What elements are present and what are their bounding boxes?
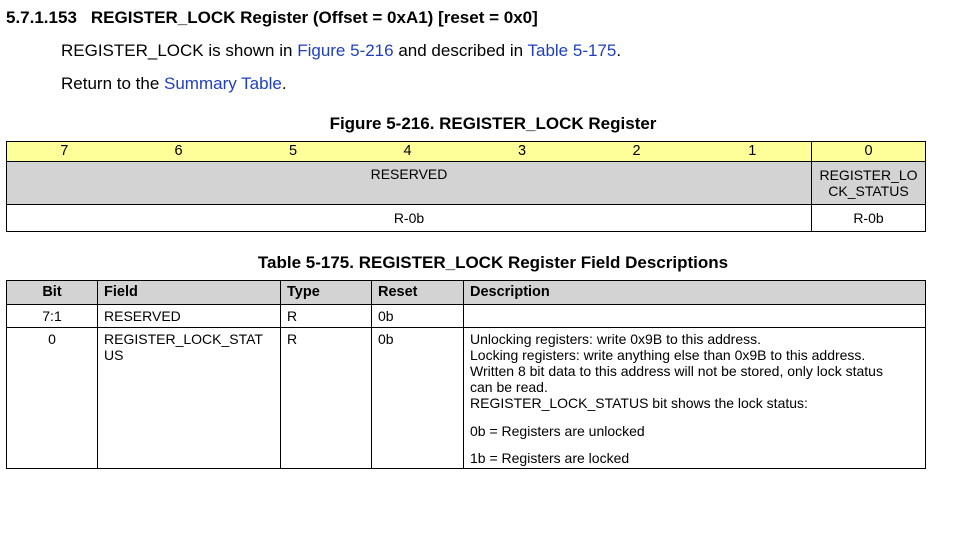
header-type: Type (281, 281, 372, 305)
intro-prefix: REGISTER_LOCK is shown in (61, 41, 298, 60)
table-caption: Table 5-175. REGISTER_LOCK Register Field Descriptions (257, 253, 729, 272)
intro-paragraph (61, 41, 621, 61)
cell-field (98, 328, 281, 469)
bit-number-row (7, 142, 926, 162)
table-row (7, 328, 926, 469)
field-name-row (7, 162, 926, 205)
intro-middle: and described in (393, 41, 528, 60)
return-paragraph (61, 74, 287, 94)
bit-3: 3 (465, 142, 580, 162)
cell-bit: 7:1 (7, 305, 98, 328)
header-description: Description (464, 281, 926, 305)
table-row (7, 305, 926, 328)
cell-reset: 0b (372, 305, 464, 328)
bit-4: 4 (351, 142, 465, 162)
summary-table-link[interactable]: Summary Table (164, 74, 282, 93)
section-heading (6, 8, 538, 28)
register-figure (6, 141, 926, 232)
cell-type: R (281, 305, 372, 328)
cell-reset: 0b (372, 328, 464, 469)
desc-line: Written 8 bit data to this address will not be stored, only lock status (470, 363, 883, 379)
bit-2: 2 (580, 142, 694, 162)
section-number: 5.7.1.153 (6, 8, 77, 27)
figure-caption: Figure 5-216. REGISTER_LOCK Register (329, 114, 657, 133)
access-row (7, 205, 926, 232)
field-description-table (6, 280, 926, 469)
register-lock-status-access: R-0b (812, 205, 926, 232)
bit-1: 1 (694, 142, 812, 162)
register-lock-status-field (812, 162, 926, 205)
desc-line: 0b = Registers are unlocked (470, 423, 645, 439)
cell-type: R (281, 328, 372, 469)
cell-bit: 0 (7, 328, 98, 469)
cell-field: RESERVED (98, 305, 281, 328)
field-line2: US (104, 347, 124, 363)
field-line1: REGISTER_LOCK_STAT (104, 331, 263, 347)
header-field: Field (98, 281, 281, 305)
figure-link[interactable]: Figure 5-216 (297, 41, 394, 60)
desc-line: 1b = Registers are locked (470, 450, 630, 466)
return-prefix: Return to the (61, 74, 165, 93)
bit-0: 0 (812, 142, 926, 162)
cell-description (464, 328, 926, 469)
bit-6: 6 (122, 142, 236, 162)
reserved-field: RESERVED (7, 162, 812, 205)
header-bit: Bit (7, 281, 98, 305)
bit-7: 7 (7, 142, 122, 162)
reserved-access: R-0b (7, 205, 812, 232)
cell-description (464, 305, 926, 328)
intro-suffix: . (616, 41, 622, 60)
return-suffix: . (281, 74, 287, 93)
desc-line: can be read. (470, 379, 548, 395)
table-link[interactable]: Table 5-175 (527, 41, 617, 60)
field-name-line1: REGISTER_LO (819, 167, 918, 183)
header-reset: Reset (372, 281, 464, 305)
desc-line: REGISTER_LOCK_STATUS bit shows the lock status: (470, 395, 808, 411)
desc-line: Unlocking registers: write 0x9B to this address. (470, 331, 762, 347)
desc-line: Locking registers: write anything else than 0x9B to this address. (470, 347, 866, 363)
bit-5: 5 (236, 142, 351, 162)
field-name-line2: CK_STATUS (828, 183, 909, 199)
section-title: REGISTER_LOCK Register (Offset = 0xA1) [reset = 0x0] (90, 8, 538, 27)
table-header-row (7, 281, 926, 305)
